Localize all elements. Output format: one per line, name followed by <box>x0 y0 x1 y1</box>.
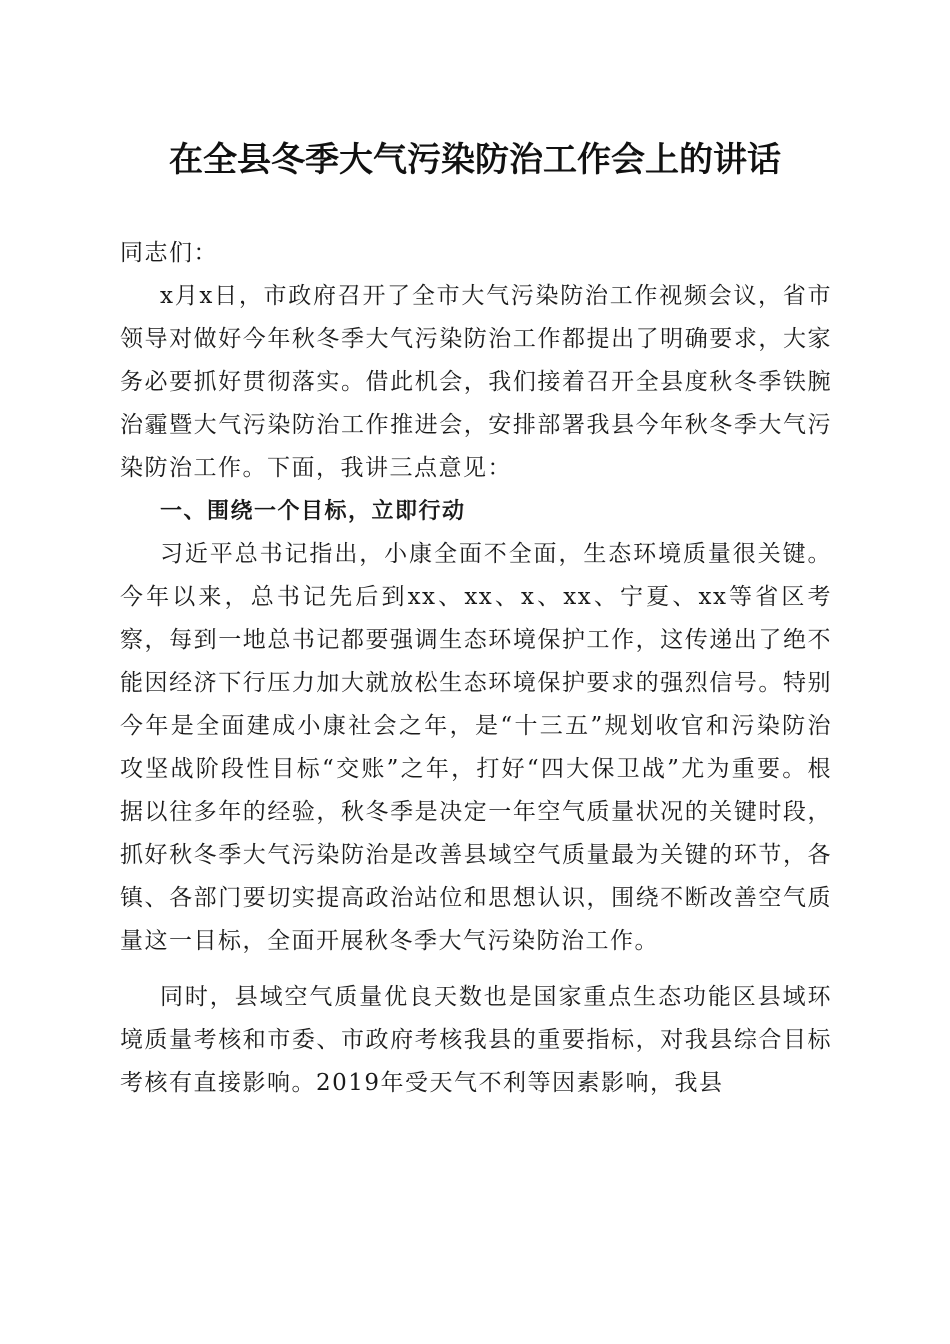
paragraph-section-1: 习近平总书记指出，小康全面不全面，生态环境质量很关键。今年以来，总书记先后到xx、xx、x、xx、宁夏、xx等省区考察，每到一地总书记都要强调生态环境保护工作，这传递出了绝不能因经济下行压力加大就放松生态环境保护要求的强烈信号。特别今年是全面建成小康社会之年，是“十三五”规划收官和污染防治攻坚战阶段性目标“交账”之年，打好“四大保卫战”尤为重要。根据以往多年的经验，秋冬季是决定一年空气质量状况的关键时段，抓好秋冬季大气污染防治是改善县域空气质量最为关键的环节，各镇、各部门要切实提高政治站位和思想认识，围绕不断改善空气质量这一目标，全面开展秋冬季大气污染防治工作。 <box>120 541 832 954</box>
paragraph-section-1-continued: 同时，县域空气质量优良天数也是国家重点生态功能区县域环境质量考核和市委、市政府考核我县的重要指标，对我县综合目标考核有直接影响。2019年受天气不利等因素影响，我县 <box>120 984 832 1096</box>
document-body <box>120 232 832 1105</box>
salutation: 同志们： <box>120 240 218 266</box>
paragraph-intro: x月x日，市政府召开了全市大气污染防治工作视频会议，省市领导对做好今年秋冬季大气污染防治工作都提出了明确要求，大家务必要抓好贯彻落实。借此机会，我们接着召开全县度秋冬季铁腕治霾暨大气污染防治工作推进会，安排部署我县今年秋冬季大气污染防治工作。下面，我讲三点意见： <box>120 283 832 481</box>
section-heading-1: 一、围绕一个目标，立即行动 <box>160 499 466 524</box>
document-title: 在全县冬季大气污染防治工作会上的讲话 <box>169 140 781 180</box>
